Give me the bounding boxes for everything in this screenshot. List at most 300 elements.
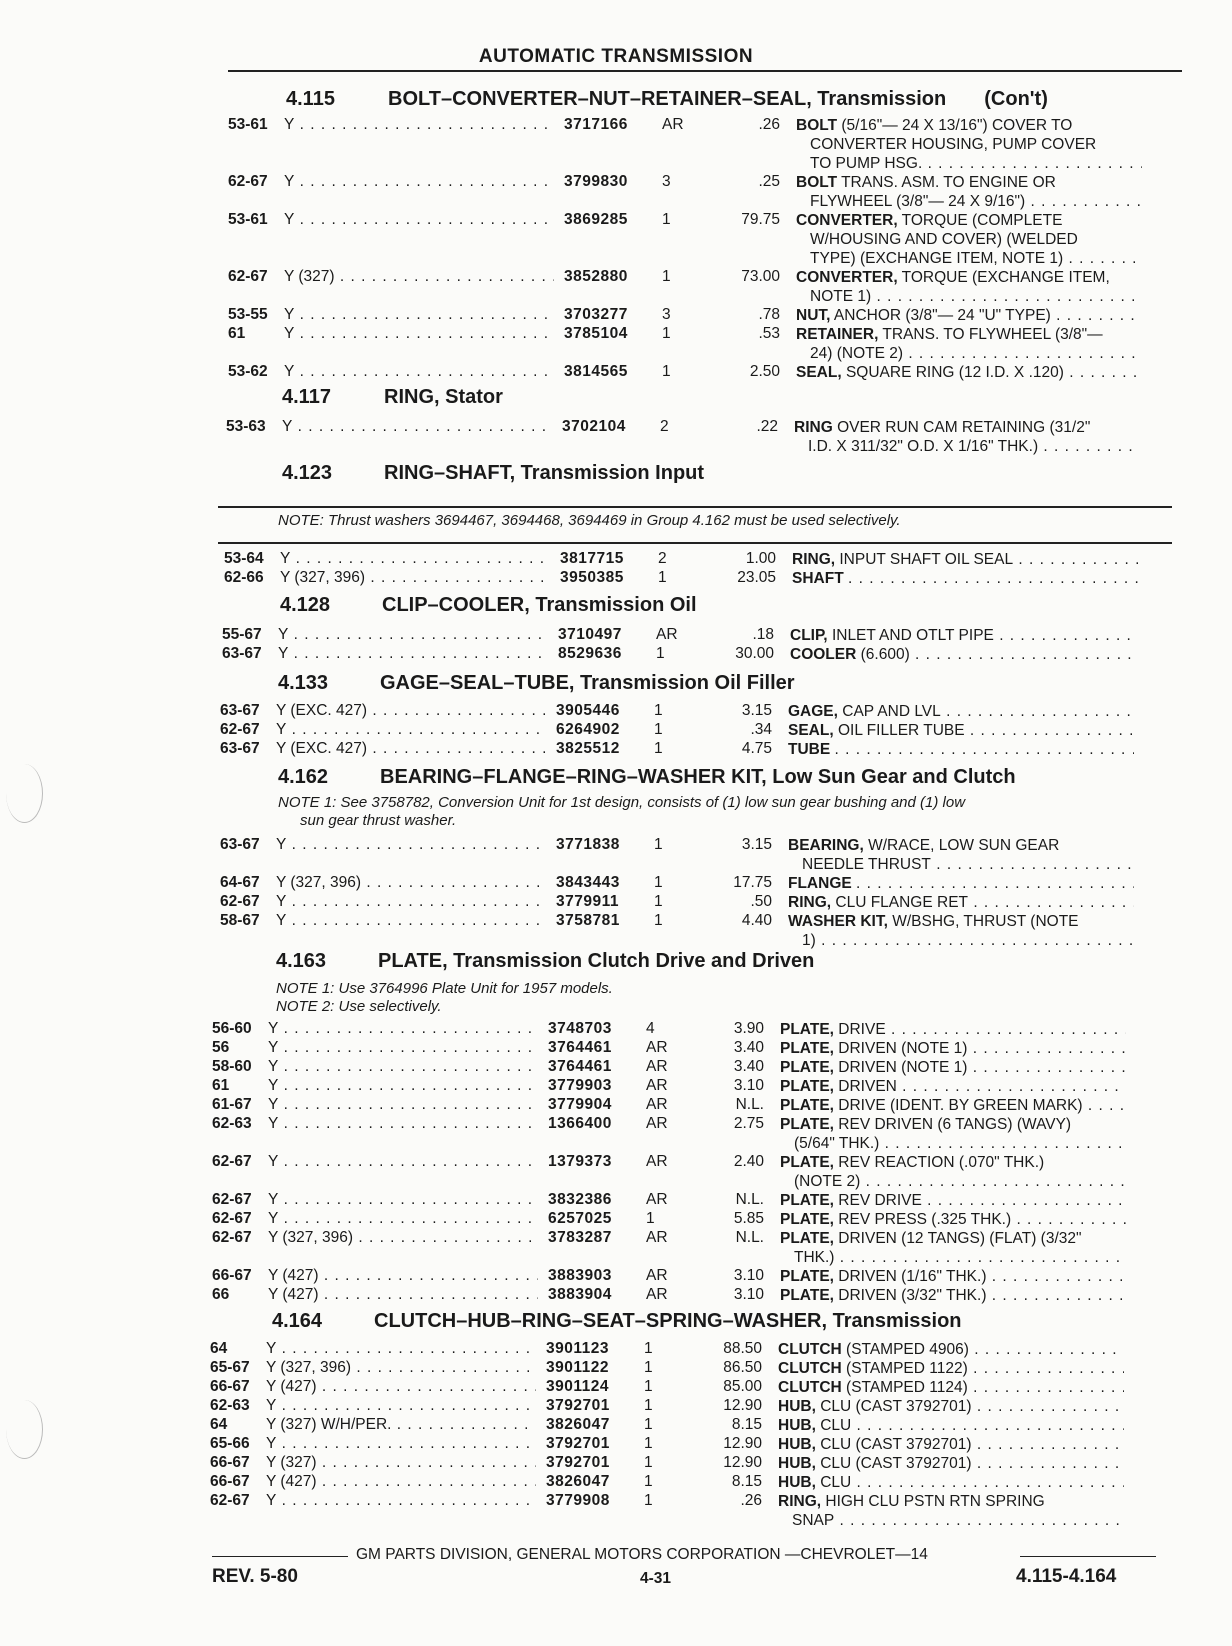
quantity: 1 [644,1454,653,1471]
description-text: DRIVEN (1/16" THK.) [838,1268,987,1285]
part-number: 3785104 [564,325,628,342]
parts-row [210,1397,1170,1416]
section-number: 4.163 [276,950,327,972]
part-description [780,1096,1126,1115]
list-price: 2.40 [733,1153,764,1170]
application: Y . . . [268,1115,538,1133]
list-price: 4.40 [741,912,772,929]
list-price: .78 [758,306,780,323]
model-years: 53-61 [228,211,268,228]
part-number: 3905446 [556,702,620,719]
section-note: NOTE: Thrust washers 3694467, 3694468, 3694469 in Group 4.162 must be used selectively. [278,512,901,529]
application: Y . . . [284,211,554,229]
part-description [778,1454,1124,1473]
part-keyword: SEAL, [796,364,842,381]
description-text: OIL FILLER TUBE [837,722,965,739]
model-years: 62-67 [228,268,268,285]
footer-division: GM PARTS DIVISION, GENERAL MOTORS CORPORATION —CHEVROLET—14 [356,1546,928,1563]
quantity: 2 [660,418,669,435]
section-heading [282,386,503,409]
description-text: TRANS. TO FLYWHEEL (3/8"— [882,326,1103,343]
parts-row [220,740,1180,759]
description-line [778,1397,1124,1416]
part-keyword: BOLT [796,174,838,191]
quantity: 1 [654,893,663,910]
description-line [778,1511,1124,1530]
quantity: AR [646,1267,668,1284]
application: Y . . . [266,1340,536,1358]
list-price: 3.40 [733,1039,764,1056]
part-number: 1379373 [548,1153,612,1170]
quantity: 1 [658,569,667,586]
list-price: 23.05 [737,569,776,586]
model-years: 61-67 [212,1096,252,1113]
description-line [778,1492,1124,1511]
description-text: 1) [802,932,816,949]
section-title: RING, Stator [384,386,503,408]
description-text: TRANS. ASM. TO ENGINE OR [841,174,1056,191]
description-line [790,626,1136,645]
part-keyword: PLATE, [780,1287,834,1304]
description-line [778,1340,1124,1359]
part-number: 3901124 [546,1378,609,1395]
part-description [792,569,1138,588]
parts-row [212,1210,1172,1229]
description-line [780,1077,1126,1096]
part-keyword: PLATE, [780,1059,834,1076]
part-description [780,1229,1126,1267]
parts-row [210,1359,1170,1378]
list-price: 12.90 [723,1454,762,1471]
part-description [780,1210,1126,1229]
parts-row [212,1115,1172,1152]
model-years: 58-60 [212,1058,252,1075]
part-description [780,1115,1126,1153]
quantity: 1 [644,1340,653,1357]
application: Y . . . [266,1435,536,1453]
binder-hole-mark [6,1400,43,1459]
part-number: 3792701 [546,1397,610,1414]
continued-label: (Con't) [984,88,1048,110]
part-number: 3783287 [548,1229,612,1246]
description-text: CLU FLANGE RET [835,894,969,911]
quantity: 1 [654,874,663,891]
description-line [788,931,1134,950]
part-description [796,211,1142,268]
part-number: 3717166 [564,116,628,133]
part-description [796,268,1142,306]
part-description [778,1378,1124,1397]
application: Y (427) . . . [268,1267,538,1285]
description-text: 24) (NOTE 2) [810,345,904,362]
part-keyword: PLATE, [780,1230,834,1247]
list-price: 2.50 [749,363,780,380]
description-text: HIGH CLU PSTN RTN SPRING [825,1493,1045,1510]
part-description [780,1267,1126,1286]
part-number: 3869285 [564,211,628,228]
quantity: 1 [644,1492,653,1509]
parts-row [228,173,1188,210]
application: Y (327) . . . [266,1454,536,1472]
part-number: 3825512 [556,740,620,757]
application: Y . . . [268,1153,538,1171]
part-number: 3901122 [546,1359,609,1376]
quantity: AR [646,1058,668,1075]
section-number: 4.164 [272,1310,323,1332]
application: Y . . . [268,1191,538,1209]
application: Y . . . [284,116,554,134]
application: Y . . . [266,1492,536,1510]
list-price: .18 [752,626,774,643]
part-number: 3771838 [556,836,620,853]
description-line [790,645,1136,664]
list-price: .25 [758,173,780,190]
part-number: 3703277 [564,306,628,323]
model-years: 62-67 [212,1191,252,1208]
description-line [788,836,1134,855]
quantity: 1 [644,1473,653,1490]
model-years: 64 [210,1340,228,1357]
application: Y . . . [276,721,546,739]
part-number: 3702104 [562,418,626,435]
quantity: 1 [644,1435,653,1452]
description-line [778,1359,1124,1378]
part-description [794,418,1140,456]
description-text: OVER RUN CAM RETAINING (31/2" [837,419,1091,436]
description-line [796,154,1142,173]
parts-row [228,363,1188,382]
parts-row [212,1229,1172,1266]
list-price: 85.00 [723,1378,762,1395]
application: Y . . . [268,1020,538,1038]
section-number: 4.162 [278,766,329,788]
description-text: (5/16"— 24 X 13/16") COVER TO [841,117,1073,134]
title-rule [228,70,1182,72]
model-years: 65-66 [210,1435,250,1452]
description-line [796,287,1142,306]
description-text: CONVERTER HOUSING, PUMP COVER [810,136,1097,153]
section-heading [280,594,697,617]
part-number: 3843443 [556,874,620,891]
part-keyword: PLATE, [780,1097,834,1114]
application: Y . . . [284,173,554,191]
description-line [796,173,1142,192]
application: Y . . . [268,1210,538,1228]
model-years: 62-67 [220,893,260,910]
model-years: 61 [228,325,246,342]
part-number: 3779904 [548,1096,612,1113]
list-price: 3.15 [741,702,772,719]
description-line [792,569,1138,588]
description-text: NEEDLE THRUST [802,856,931,873]
part-keyword: CLIP, [790,627,828,644]
part-number: 3779908 [546,1492,610,1509]
description-line [788,855,1134,874]
application: Y . . . [268,1096,538,1114]
description-text: TORQUE (COMPLETE [901,212,1063,229]
parts-row [228,116,1188,172]
description-text: SNAP [792,1512,835,1529]
part-keyword: RING [794,419,833,436]
part-number: 6264902 [556,721,620,738]
quantity: 1 [654,721,663,738]
description-line [796,116,1142,135]
part-keyword: RING, [778,1493,822,1510]
section-note: sun gear thrust washer. [300,812,457,829]
description-line [796,135,1142,154]
note-rule-top [218,506,1172,508]
part-description [780,1286,1126,1305]
description-text: W/HOUSING AND COVER) (WELDED [810,231,1078,248]
model-years: 62-67 [220,721,260,738]
application: Y (327, 396) . . . [268,1229,538,1247]
description-text: DRIVE [838,1021,886,1038]
section-number: 4.133 [278,672,329,694]
description-text: TORQUE (EXCHANGE ITEM, [901,269,1110,286]
parts-row [212,1096,1172,1115]
description-line [796,268,1142,287]
list-price: 4.75 [741,740,772,757]
description-text: (NOTE 2) [794,1173,861,1190]
application: Y . . . [278,645,548,663]
part-description [780,1058,1126,1077]
part-description [788,836,1134,874]
application: Y . . . [282,418,552,436]
part-keyword: PLATE, [780,1021,834,1038]
application: Y (327, 396) . . . [280,569,550,587]
part-keyword: CONVERTER, [796,212,898,229]
part-number: 8529636 [558,645,622,662]
list-price: 12.90 [723,1397,762,1414]
parts-row [212,1077,1172,1096]
quantity: 1 [654,912,663,929]
model-years: 62-67 [212,1229,252,1246]
description-text: CAP AND LVL [842,703,941,720]
part-keyword: COOLER [790,646,857,663]
description-text: THK.) [794,1249,835,1266]
list-price: 30.00 [735,645,774,662]
description-text: CLU (CAST 3792701) [820,1398,972,1415]
part-description [788,874,1134,893]
parts-row [226,418,1186,455]
part-keyword: RING, [788,894,832,911]
list-price: 17.75 [733,874,772,891]
quantity: 1 [654,702,663,719]
part-description [780,1039,1126,1058]
description-line [778,1454,1124,1473]
application: Y (327) W/H/PER. . . . [266,1416,536,1434]
quantity: 1 [662,268,671,285]
model-years: 61 [212,1077,230,1094]
model-years: 53-63 [226,418,266,435]
part-number: 3779911 [556,893,619,910]
list-price: 3.10 [733,1286,764,1303]
quantity: 1 [644,1378,653,1395]
description-text: W/BSHG, THRUST (NOTE [892,913,1079,930]
quantity: 3 [662,306,671,323]
parts-row [224,569,1184,588]
part-keyword: CLUTCH [778,1341,842,1358]
application: Y . . . [284,363,554,381]
model-years: 62-67 [228,173,268,190]
section-heading [276,950,814,973]
part-keyword: RING, [792,551,836,568]
list-price: 3.90 [733,1020,764,1037]
application: Y . . . [276,893,546,911]
description-text: DRIVEN (3/32" THK.) [838,1287,987,1304]
parts-row [210,1378,1170,1397]
application: Y . . . [278,626,548,644]
quantity: 1 [654,836,663,853]
model-years: 53-55 [228,306,268,323]
description-line [788,874,1134,893]
quantity: 2 [658,550,667,567]
part-description [778,1416,1124,1435]
part-number: 3779903 [548,1077,612,1094]
part-description [780,1191,1126,1210]
part-description [780,1077,1126,1096]
list-price: 88.50 [723,1340,762,1357]
section-heading [282,462,704,485]
list-price: 3.40 [733,1058,764,1075]
application: Y . . . [268,1058,538,1076]
description-line [778,1416,1124,1435]
description-text: (STAMPED 1124) [846,1379,968,1396]
application: Y (427) . . . [266,1473,536,1491]
part-keyword: CLUTCH [778,1360,842,1377]
quantity: 4 [646,1020,655,1037]
parts-row [228,325,1188,362]
description-line [780,1286,1126,1305]
footer-page-number: 4-31 [640,1570,672,1587]
section-title: BEARING–FLANGE–RING–WASHER KIT, Low Sun Gear and Clutch [380,766,1016,788]
part-description [796,306,1142,325]
part-keyword: NUT, [796,307,831,324]
model-years: 62-67 [212,1210,252,1227]
list-price: 3.10 [733,1267,764,1284]
list-price: .53 [758,325,780,342]
part-description [792,550,1138,569]
list-price: 86.50 [723,1359,762,1376]
description-line [780,1020,1126,1039]
description-text: REV REACTION (.070" THK.) [838,1154,1045,1171]
application: Y (327, 396) . . . [266,1359,536,1377]
part-keyword: HUB, [778,1436,816,1453]
part-keyword: GAGE, [788,703,838,720]
quantity: 1 [644,1359,653,1376]
model-years: 62-67 [210,1492,250,1509]
part-description [790,626,1136,645]
part-number: 3799830 [564,173,628,190]
description-line [780,1172,1126,1191]
part-description [788,702,1134,721]
description-line [796,344,1142,363]
part-keyword: CLUTCH [778,1379,842,1396]
part-keyword: PLATE, [780,1040,834,1057]
part-description [780,1153,1126,1191]
model-years: 62-67 [212,1153,252,1170]
description-text: REV DRIVE [838,1192,922,1209]
section-note: NOTE 2: Use selectively. [276,998,442,1015]
model-years: 56-60 [212,1020,252,1037]
parts-row [210,1473,1170,1492]
description-line [794,418,1140,437]
description-text: ANCHOR (3/8"— 24 "U" TYPE) [833,307,1051,324]
parts-row [224,550,1184,569]
description-text: INLET AND OTLT PIPE [831,627,994,644]
part-keyword: PLATE, [780,1211,834,1228]
application: Y (427) . . . [268,1286,538,1304]
model-years: 56 [212,1039,230,1056]
application: Y . . . [284,306,554,324]
parts-row [212,1191,1172,1210]
list-price: 12.90 [723,1435,762,1452]
quantity: AR [662,116,684,133]
part-keyword: HUB, [778,1398,816,1415]
description-text: DRIVEN (NOTE 1) [838,1059,968,1076]
application: Y . . . [280,550,550,568]
quantity: 1 [644,1416,653,1433]
part-keyword: BEARING, [788,837,864,854]
part-number: 3817715 [560,550,624,567]
model-years: 55-67 [222,626,262,643]
part-keyword: PLATE, [780,1154,834,1171]
quantity: AR [646,1115,668,1132]
model-years: 62-63 [210,1397,250,1414]
parts-row [212,1039,1172,1058]
part-number: 3832386 [548,1191,612,1208]
part-number: 3758781 [556,912,620,929]
parts-row [228,306,1188,325]
quantity: AR [646,1077,668,1094]
model-years: 53-62 [228,363,268,380]
application: Y (427) . . . [266,1378,536,1396]
model-years: 64-67 [220,874,260,891]
parts-row [210,1340,1170,1359]
part-description [778,1397,1124,1416]
quantity: AR [646,1191,668,1208]
description-text: (STAMPED 4906) [846,1341,969,1358]
description-text: TO PUMP HSG. [810,155,923,172]
description-line [780,1229,1126,1248]
description-line [796,306,1142,325]
part-keyword: PLATE, [780,1268,834,1285]
quantity: 1 [644,1397,653,1414]
description-line [796,211,1142,230]
quantity: AR [646,1039,668,1056]
parts-row [220,893,1180,912]
application: Y (EXC. 427) . . . [276,740,546,758]
footer-rule-right [1020,1556,1156,1557]
part-number: 3901123 [546,1340,609,1357]
parts-row [220,702,1180,721]
description-line [796,192,1142,211]
part-keyword: HUB, [778,1474,816,1491]
part-description [778,1340,1124,1359]
list-price: 8.15 [731,1416,762,1433]
parts-row [220,721,1180,740]
parts-row [222,645,1182,664]
footer-rule-left [212,1556,348,1557]
description-text: INPUT SHAFT OIL SEAL [839,551,1014,568]
part-keyword: HUB, [778,1455,816,1472]
part-description [778,1359,1124,1378]
part-keyword: SHAFT [792,570,844,587]
model-years: 65-67 [210,1359,250,1376]
description-text: CLU (CAST 3792701) [820,1436,972,1453]
description-text: DRIVEN (NOTE 1) [838,1040,968,1057]
section-heading [272,1310,962,1333]
